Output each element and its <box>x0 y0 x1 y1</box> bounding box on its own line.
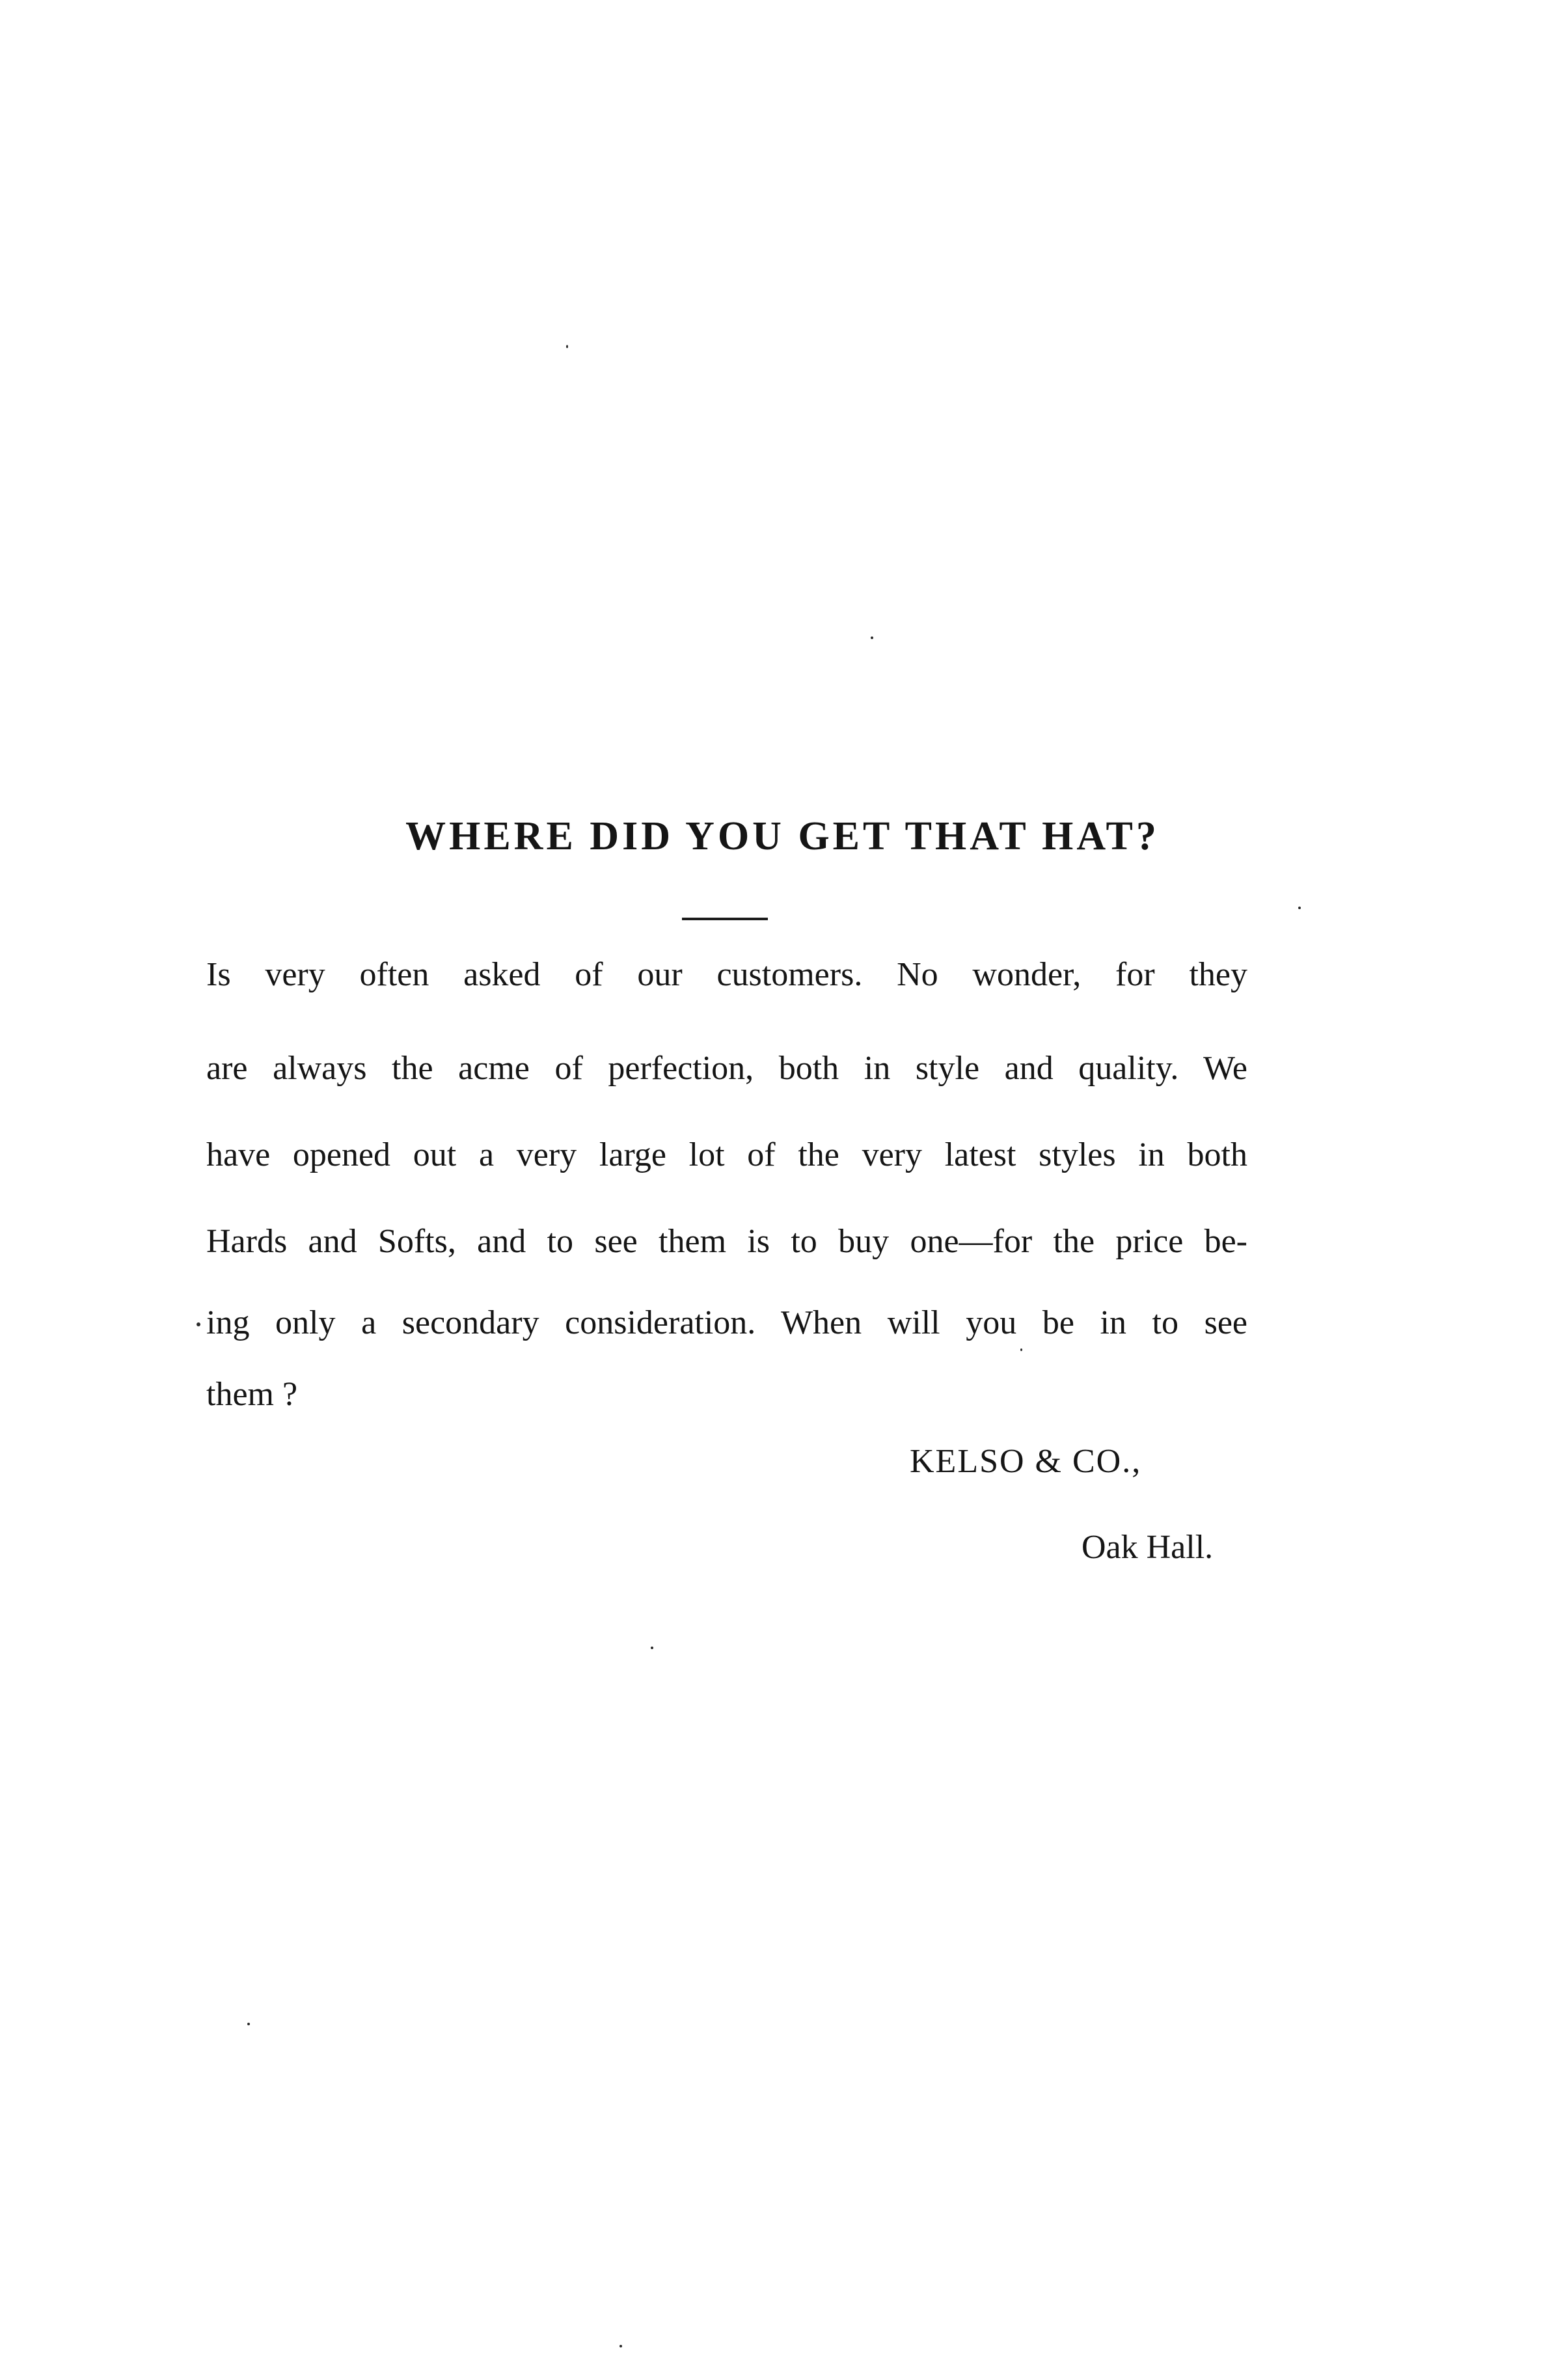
signature-location: Oak Hall. <box>1082 1529 1214 1566</box>
scan-speck <box>651 1647 653 1649</box>
body-line-5: ing only a secondary consideration. When will you be in to see <box>206 1304 1247 1341</box>
scan-speck <box>871 636 873 639</box>
scan-speck <box>247 2023 250 2025</box>
body-line-1: Is very often asked of our customers. No wonder, for they <box>206 956 1247 993</box>
scan-speck <box>566 345 568 348</box>
scan-speck <box>619 2345 622 2347</box>
signature-company: KELSO & CO., <box>910 1443 1142 1480</box>
scan-speck <box>1298 907 1301 909</box>
body-line-2: are always the acme of perfection, both in style and quality. We <box>206 1050 1247 1087</box>
body-line-6: them ? <box>206 1376 298 1413</box>
scan-speck <box>1020 1348 1022 1351</box>
body-line-3: have opened out a very large lot of the very latest styles in both <box>206 1136 1247 1173</box>
advertisement-heading: WHERE DID YOU GET THAT HAT? <box>405 814 1160 858</box>
body-line-4: Hards and Softs, and to see them is to buy one—for the price be- <box>206 1223 1247 1260</box>
heading-divider <box>682 918 768 920</box>
scan-speck <box>197 1322 200 1326</box>
